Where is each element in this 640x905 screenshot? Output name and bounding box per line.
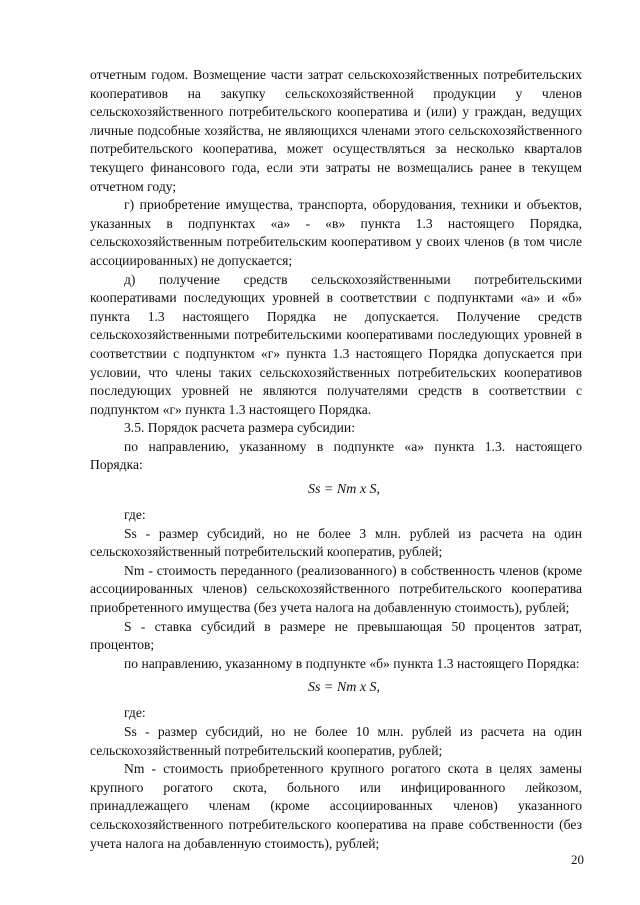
formula-1: Ss = Nm x S,: [307, 482, 381, 498]
paragraph-continuation: отчетным годом. Возмещение части затрат сельскохозяйственных потребительских кооперативов на закупку сельскохозяйственной продукции у членов сельскохозяйственного потребительского кооператива и (или) у граждан, ведущих личные подсобные хозяйства, не являющихся членами этого сельскохозяйственного потребительского кооператива, может осуществляться за несколько кварталов текущего финансового года, если эти затраты не возмещались ранее в текущем отчетном году;: [90, 67, 582, 194]
page-number: 20: [571, 852, 584, 867]
definition-nm-2: Nm - стоимость приобретенного крупного рогатого скота в целях замены крупного рогатого скота, больного или инфицированного лейкозом, принадлежащего членам (кроме ассоциированных членов) указанного сельскохозяйственного потребительского кооператива на праве собственности (без учета налога на добавленную стоимость), рублей;: [90, 761, 582, 851]
definition-ss-1: Ss - размер субсидий, но не более 3 млн. рублей из расчета на один сельскохозяйственный потребительский кооператив, рублей;: [90, 525, 582, 560]
where-label-1: где:: [124, 507, 146, 523]
paragraph-direction-a: по направлению, указанному в подпункте «а» пункта 1.3. настоящего Порядка:: [90, 438, 582, 473]
where-label-2: где:: [124, 705, 146, 721]
section-heading-3-5: 3.5. Порядок расчета размера субсидии:: [124, 420, 355, 436]
paragraph-item-d: д) получение средств сельскохозяйственными потребительскими кооперативами последующих уровней в соответствии с подпунктами «а» и «б» пункта 1.3 настоящего Порядка не допускается. Получение средств сельскохозяйственными потребительскими кооперативами последующих уровней в соответствии с подпунктом «г» пункта 1.3 настоящего Порядка допускается при условии, что члены таких сельскохозяйственных потребительских кооперативов последующих уровней не являются получателями средств в соответствии с подпунктом «г» пункта 1.3 настоящего Порядка.: [90, 271, 582, 417]
formula-2: Ss = Nm x S,: [307, 680, 381, 696]
definition-s-1: S - ставка субсидий в размере не превышающая 50 процентов затрат, процентов;: [90, 618, 582, 653]
definition-nm-1: Nm - стоимость переданного (реализованного) в собственность членов (кроме ассоциированных членов) сельскохозяйственного потребительского кооператива приобретенного имущества (без учета налога на добавленную стоимость), рублей;: [90, 562, 582, 616]
paragraph-item-g: г) приобретение имущества, транспорта, оборудования, техники и объектов, указанных в подпунктах «а» - «в» пункта 1.3 настоящего Порядка, сельскохозяйственным потребительским кооперативом у своих членов (в том числе ассоциированных) не допускается;: [90, 197, 582, 268]
definition-ss-2: Ss - размер субсидий, но не более 10 млн. рублей из расчета на один сельскохозяйственный потребительский кооператив, рублей;: [90, 724, 582, 758]
paragraph-direction-b: по направлению, указанному в подпункте «б» пункта 1.3 настоящего Порядка:: [124, 655, 580, 671]
